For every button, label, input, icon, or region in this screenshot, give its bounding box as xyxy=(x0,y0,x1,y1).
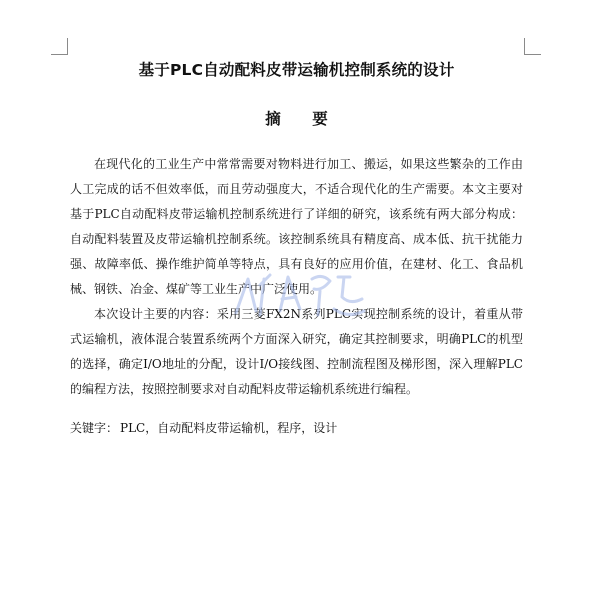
crop-mark-top-right xyxy=(524,38,541,55)
keywords-label: 关键字： xyxy=(70,421,119,435)
document-title: 基于PLC自动配料皮带运输机控制系统的设计 xyxy=(138,61,455,79)
crop-mark-top-left xyxy=(51,38,68,55)
abstract-paragraph-2: 本次设计主要的内容：采用三菱FX2N系列PLC实现控制系统的设计，着重从带式运输机，液体混合装置系统两个方面深入研究，确定其控制要求，明确PLC的机型的选择，确定I/O地址的分配，设计I/O接线图、控制流程图及梯形图，深入理解PLC的编程方法，按照控制要求对自动配料皮带运输机系统进行编程。 xyxy=(70,307,523,396)
abstract-body xyxy=(70,152,523,402)
abstract-paragraph-1: 在现代化的工业生产中常常需要对物料进行加工、搬运，如果这些繁杂的工作由人工完成的话不但效率低，而且劳动强度大，不适合现代化的生产需要。本文主要对基于PLC自动配料皮带运输机控制系统进行了详细的研究，该系统有两大部分构成：自动配料装置及皮带运输机控制系统。该控制系统具有精度高、成本低、抗干扰能力强、故障率低、操作维护简单等特点，具有良好的应用价值，在建材、化工、食品机械、钢铁、冶金、煤矿等工业生产中广泛使用。 xyxy=(70,157,523,296)
keywords-line xyxy=(70,419,337,436)
keywords-value: PLC，自动配料皮带运输机，程序，设计 xyxy=(120,421,338,435)
abstract-heading: 摘 要 xyxy=(265,110,341,128)
